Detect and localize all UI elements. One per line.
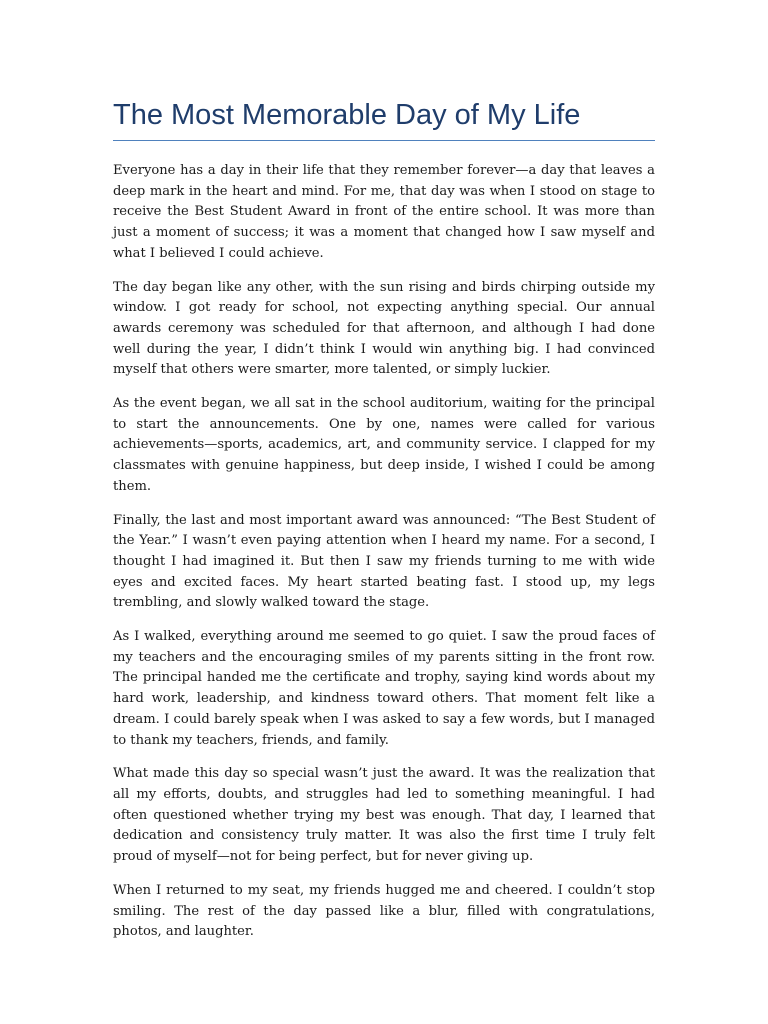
title-underline-rule — [113, 140, 655, 141]
document-body — [113, 161, 655, 943]
paragraph-1: Everyone has a day in their life that they remember forever—a day that leaves a deep mark in the heart and mind. For me, that day was when I stood on stage to receive the Best Student Award in front of the entire school. It was more than just a moment of success; it was a moment that changed how I saw myself and what I believed I could achieve. — [113, 163, 655, 261]
paragraph-5: As I walked, everything around me seemed to go quiet. I saw the proud faces of my teachers and the encouraging smiles of my parents sitting in the front row. The principal handed me the certificate and trophy, saying kind words about my hard work, leadership, and kindness toward others. That moment felt like a dream. I could barely speak when I was asked to say a few words, but I managed to thank my teachers, friends, and family. — [113, 629, 655, 748]
paragraph-3: As the event began, we all sat in the school auditorium, waiting for the principal to start the announcements. One by one, names were called for various achievements—sports, academics, art, and community service. I clapped for my classmates with genuine happiness, but deep inside, I wished I could be among them. — [113, 396, 655, 494]
paragraph-2: The day began like any other, with the sun rising and birds chirping outside my window. I got ready for school, not expecting anything special. Our annual awards ceremony was scheduled for that afternoon, and although I had done well during the year, I didn’t think I would win anything big. I had convinced myself that others were smarter, more talented, or simply luckier. — [113, 279, 655, 378]
paragraph-6: What made this day so special wasn’t just the award. It was the realization that all my efforts, doubts, and struggles had led to something meaningful. I had often questioned whether trying my best was enough. That day, I learned that dedication and consistency truly matter. It was also the first time I truly felt proud of myself—not for being perfect, but for never giving up. — [113, 766, 655, 865]
paragraph-7: When I returned to my seat, my friends hugged me and cheered. I couldn’t stop smiling. The rest of the day passed like a blur, filled with congratulations, photos, and laughter. — [113, 882, 655, 940]
document-title: The Most Memorable Day of My Life — [113, 99, 581, 131]
document-page — [113, 96, 655, 956]
paragraph-4: Finally, the last and most important award was announced: “The Best Student of the Year.” I wasn’t even paying attention when I heard my name. For a second, I thought I had imagined it. But then I saw my friends turning to me with wide eyes and excited faces. My heart started beating fast. I stood up, my legs trembling, and slowly walked toward the stage. — [113, 512, 655, 611]
